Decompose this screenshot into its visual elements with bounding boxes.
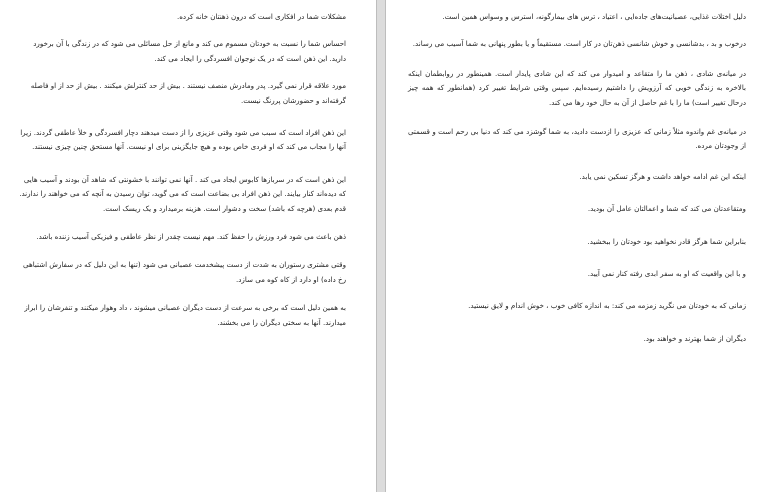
right-page <box>386 0 768 492</box>
left-paragraph-6: ذهن باعث می شود فرد ورزش را حفظ کند. مهم نیست چقدر از نظر عاطفی و فیزیکی آسیب زننده باشد. <box>36 232 346 242</box>
right-paragraph-7: بنابراین شما هرگز قادر نخواهید بود خودتان را ببخشید. <box>587 236 746 246</box>
right-paragraph-10: دیگران از شما بهترند و خواهند بود. <box>643 333 746 343</box>
left-page <box>0 0 376 492</box>
left-paragraph-3: مورد علاقه قرار نمی گیرد. پدر ومادرش منصف نیستند . بیش از حد کنترلش میکنند . بیش از حد از او فاصله گرفته‌اند و حضورشان پررنگ نیست. <box>30 81 346 105</box>
right-paragraph-9: زمانی که به خودتان می نگرید زمزمه می کند: به اندازه کافی خوب ، خوش اندام و لایق نیستید. <box>468 301 746 311</box>
right-paragraph-5: اینکه این غم ادامه خواهد داشت و هرگز تسکین نمی یابد. <box>579 171 746 181</box>
left-paragraph-8: به همین دلیل است که برخی به سرعت از دست دیگران عصبانی میشوند ، داد وهوار میکنند و تنفرشان را ابراز میدارند. آنها به سختی دیگران را می بخشند. <box>24 303 346 327</box>
page-gutter <box>376 0 386 492</box>
right-paragraph-1: دلیل اختلات غذایی، عصبانیت‌های جاده‌ایی ، اعتیاد ، ترس های بیمارگونه، استرس و وسواس همین است. <box>442 12 746 21</box>
right-paragraph-2: درخوب و بد ، بدشانسی و خوش شانسی ذهن‌تان در کار است. مستقیماً و یا بطور پنهانی به شما آسیب می رساند. <box>412 39 746 49</box>
left-paragraph-4: این ذهن افراد است که سبب می شود وقتی عزیزی را از دست میدهند دچار افسردگی و خلأ عاطفی گردند. زیرا آنها را مجاب می کند که او فردی خاص بوده و هیچ جایگزینی برای او نیست. آنها مستحق چنین چیزی نیستند. <box>20 128 346 152</box>
right-paragraph-3: در میانه‌ی شادی ، ذهن ما را متقاعد و امیدوار می کند که این شادی پایدار است. همینطور در روابطمان اینکه بالاخره به زندگی خوبی که آرزویش را داشتیم رسیده‌ایم. سپس وقتی شرایط تغییر کرد (همانطور که همه چیز درحال تغییر است) ما را با غم حاصل از آن به حال خود رها می کند. <box>408 68 746 107</box>
left-paragraph-2: احساس شما را نسبت به خودتان مسموم می کند و مانع از حل مسائلی می شود که در زندگی با آن برخورد دارید. این ذهن است که در یک نوجوان افسردگی را ایجاد می کند. <box>33 39 346 63</box>
left-paragraph-7: وقتی مشتری رستوران به شدت از دست پیشخدمت عصبانی می شود (تنها به این دلیل که در سفارش اشتباهی رخ داده) او دارد از کاه کوه می سازد. <box>23 260 346 284</box>
right-paragraph-8: و با این واقعیت که او به سفر ابدی رفته کنار نمی آیید. <box>587 269 746 279</box>
right-paragraph-6: ومتقاعدتان می کند که شما و اعمالتان عامل آن بودید. <box>587 204 746 214</box>
left-paragraph-1: مشکلات شما در افکاری است که درون ذهنتان خانه کرده. <box>176 12 346 21</box>
left-paragraph-5: این ذهن است که در سربازها کابوس ایجاد می کند . آنها نمی توانند با خشونتی که شاهد آن بودند و آسیب هایی که دیده‌اند کنار بیایند. این ذهن افراد بی بضاعت است که می گوید، توان رسیدن به آنچه که می خواهند را ندارند. قدم بعدی (هرچه که باشد) سخت و دشوار است. هزینه برمیدارد و یک ریسک است. <box>19 174 346 213</box>
right-paragraph-4: در میانه‌ی غم واندوه مثلاً زمانی که عزیزی را ازدست دادید، به شما گوشزد می کند که دنیا بی رحم است و قسمتی از وجودتان مرده. <box>408 127 746 151</box>
